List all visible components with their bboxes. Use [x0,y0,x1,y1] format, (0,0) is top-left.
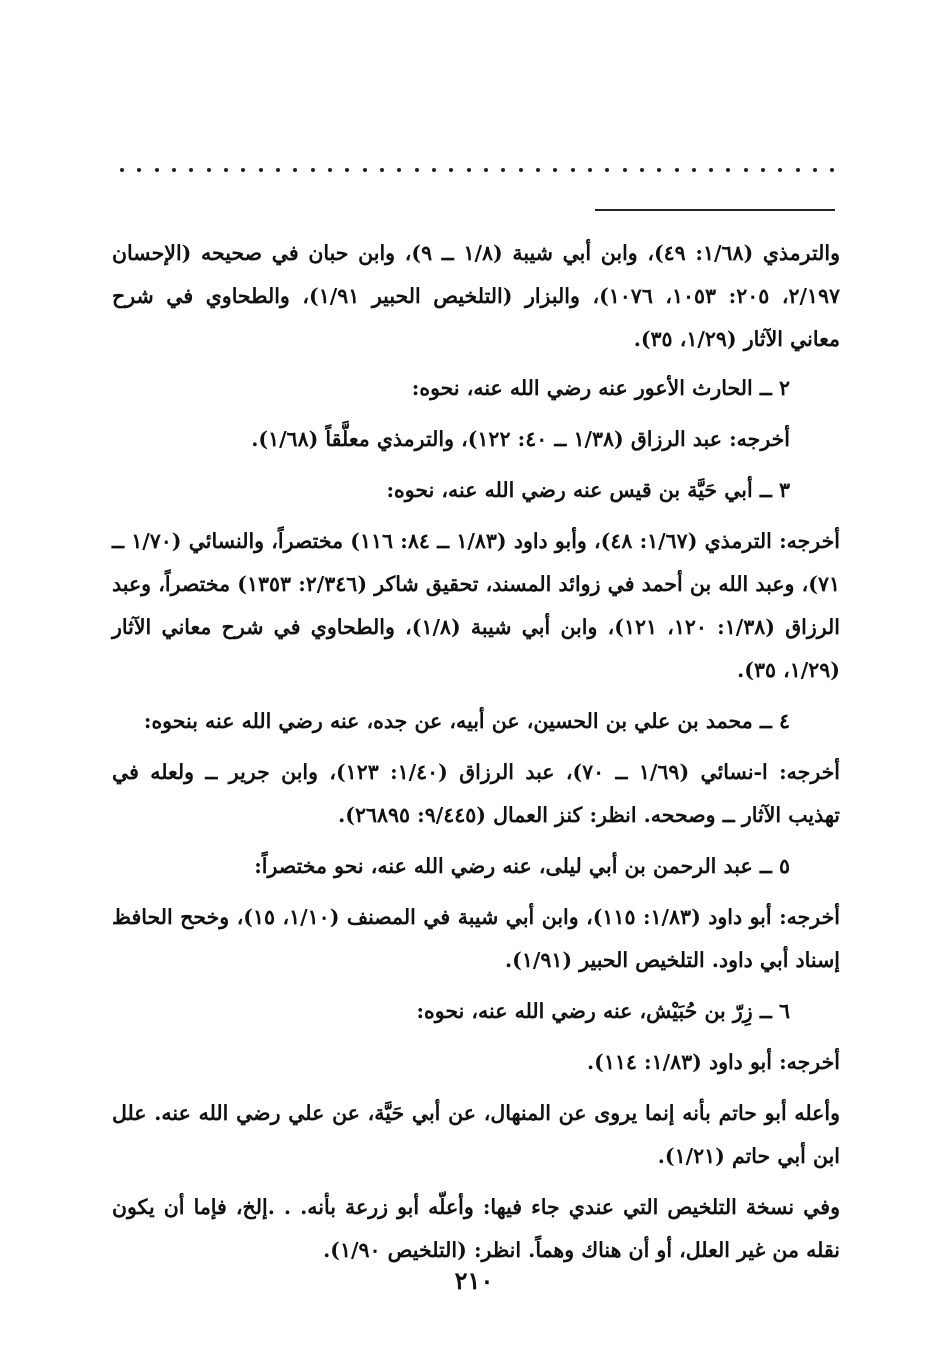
separator-dot [120,168,124,172]
separator-dot [605,168,609,172]
separator-dot [536,168,540,172]
separator-dot [311,168,315,172]
separator-dot [432,168,436,172]
separator-dot [623,168,627,172]
separator-dot [467,168,471,172]
narration-3-heading: ٣ ــ أبي حَيَّة بن قيس عنه رضي الله عنه، نحوه: [386,478,790,502]
paragraph-talkhis-note: وفي نسخة التلخيص التي عندي جاء فيها: وأعلّه أبو زرعة بأنه. . .إلخ، فإما أن يكون نقله من غير العلل، أو أن هناك وهماً. انظر: (التلخيص ١/٩٠). [112,1195,840,1262]
paragraph-sources-continued: والترمذي (١/٦٨: ٤٩)، وابن أبي شيبة (١/٨ ــ ٩)، وابن حبان في صحيحه (الإحسان ٢/١٩٧، ٢٠٥: ١٠٥٣، ١٠٧٦)، والبزار (التلخيص الحبير ١/٩١)، والطحاوي في شرح معاني الآثار (١/٢٩، ٣٥). [112,241,840,351]
separator-dot [207,168,211,172]
separator-dot [692,168,696,172]
separator-dot [675,168,679,172]
separator-dot [640,168,644,172]
separator-dot [830,168,834,172]
separator-dot [484,168,488,172]
separator-dot [657,168,661,172]
separator-dot [380,168,384,172]
separator-dot [709,168,713,172]
footnote-rule [595,209,835,211]
narration-5-heading: ٥ ــ عبد الرحمن بن أبي ليلى، عنه رضي الله عنه، نحو مختصراً: [254,854,790,878]
separator-dot [519,168,523,172]
separator-dot [588,168,592,172]
separator-dot [397,168,401,172]
separator-dot [553,168,557,172]
separator-dot [449,168,453,172]
dotted-separator [120,160,835,180]
separator-dot [155,168,159,172]
separator-dot [363,168,367,172]
narration-4-sources: أخرجه: ا-نسائي (١/٦٩ ــ ٧٠)، عبد الرزاق (١/٤٠: ١٢٣)، وابن جرير ــ ولعله في تهذيب الآثار ــ وصححه. انظر: كنز العمال (٩/٤٤٥: ٢٦٨٩٥). [112,760,840,827]
separator-dot [761,168,765,172]
separator-dot [241,168,245,172]
separator-dot [796,168,800,172]
narration-4-heading: ٤ ــ محمد بن علي بن الحسين، عن أبيه، عن جده، عنه رضي الله عنه بنحوه: [143,709,790,733]
separator-dot [293,168,297,172]
separator-dot [415,168,419,172]
separator-dot [345,168,349,172]
narration-2-sources: أخرجه: عبد الرزاق (١/٣٨ ــ ٤٠: ١٢٢)، والترمذي معلَّقاً (١/٦٨). [251,427,790,451]
separator-dot [501,168,505,172]
separator-dot [189,168,193,172]
separator-dot [571,168,575,172]
separator-dot [172,168,176,172]
footnote-text-block [112,232,840,1280]
narration-6-heading: ٦ ــ زِرّ بن حُبَيْش، عنه رضي الله عنه، نحوه: [416,999,790,1023]
narration-5-sources: أخرجه: أبو داود (١/٨٣: ١١٥)، وابن أبي شيبة في المصنف (١/١٠، ١٥)، وخحح الحافظ إسناد أبي داود. التلخيص الحبير (١/٩١). [112,905,840,972]
narration-6-sources: أخرجه: أبو داود (١/٨٣: ١١٤). [586,1050,840,1074]
narration-2-heading: ٢ ــ الحارث الأعور عنه رضي الله عنه، نحوه: [411,376,790,400]
separator-dot [137,168,141,172]
narration-3-sources: أخرجه: الترمذي (١/٦٧: ٤٨)، وأبو داود (١/٨٣ ــ ٨٤: ١١٦) مختصراً، والنسائي (١/٧٠ ــ ٧١)، وعبد الله بن أحمد في زوائد المسند، تحقيق شاكر (٢/٣٤٦: ١٣٥٣) مختصراً، وعبد الرزاق (١/٣٨: ١٢٠، ١٢١)، وابن أبي شيبة (١/٨)، والطحاوي في شرح معاني الآثار (١/٢٩، ٣٥). [112,529,840,682]
separator-dot [224,168,228,172]
separator-dot [813,168,817,172]
separator-dot [328,168,332,172]
paragraph-abu-hatim-note: وأعله أبو حاتم بأنه إنما يروى عن المنهال، عن أبي حَيَّة، عن علي رضي الله عنه. علل ابن أبي حاتم (١/٢١). [112,1101,840,1168]
separator-dot [778,168,782,172]
separator-dot [276,168,280,172]
separator-dot [726,168,730,172]
page-number: ٢١٠ [454,1266,494,1295]
separator-dot [259,168,263,172]
separator-dot [744,168,748,172]
